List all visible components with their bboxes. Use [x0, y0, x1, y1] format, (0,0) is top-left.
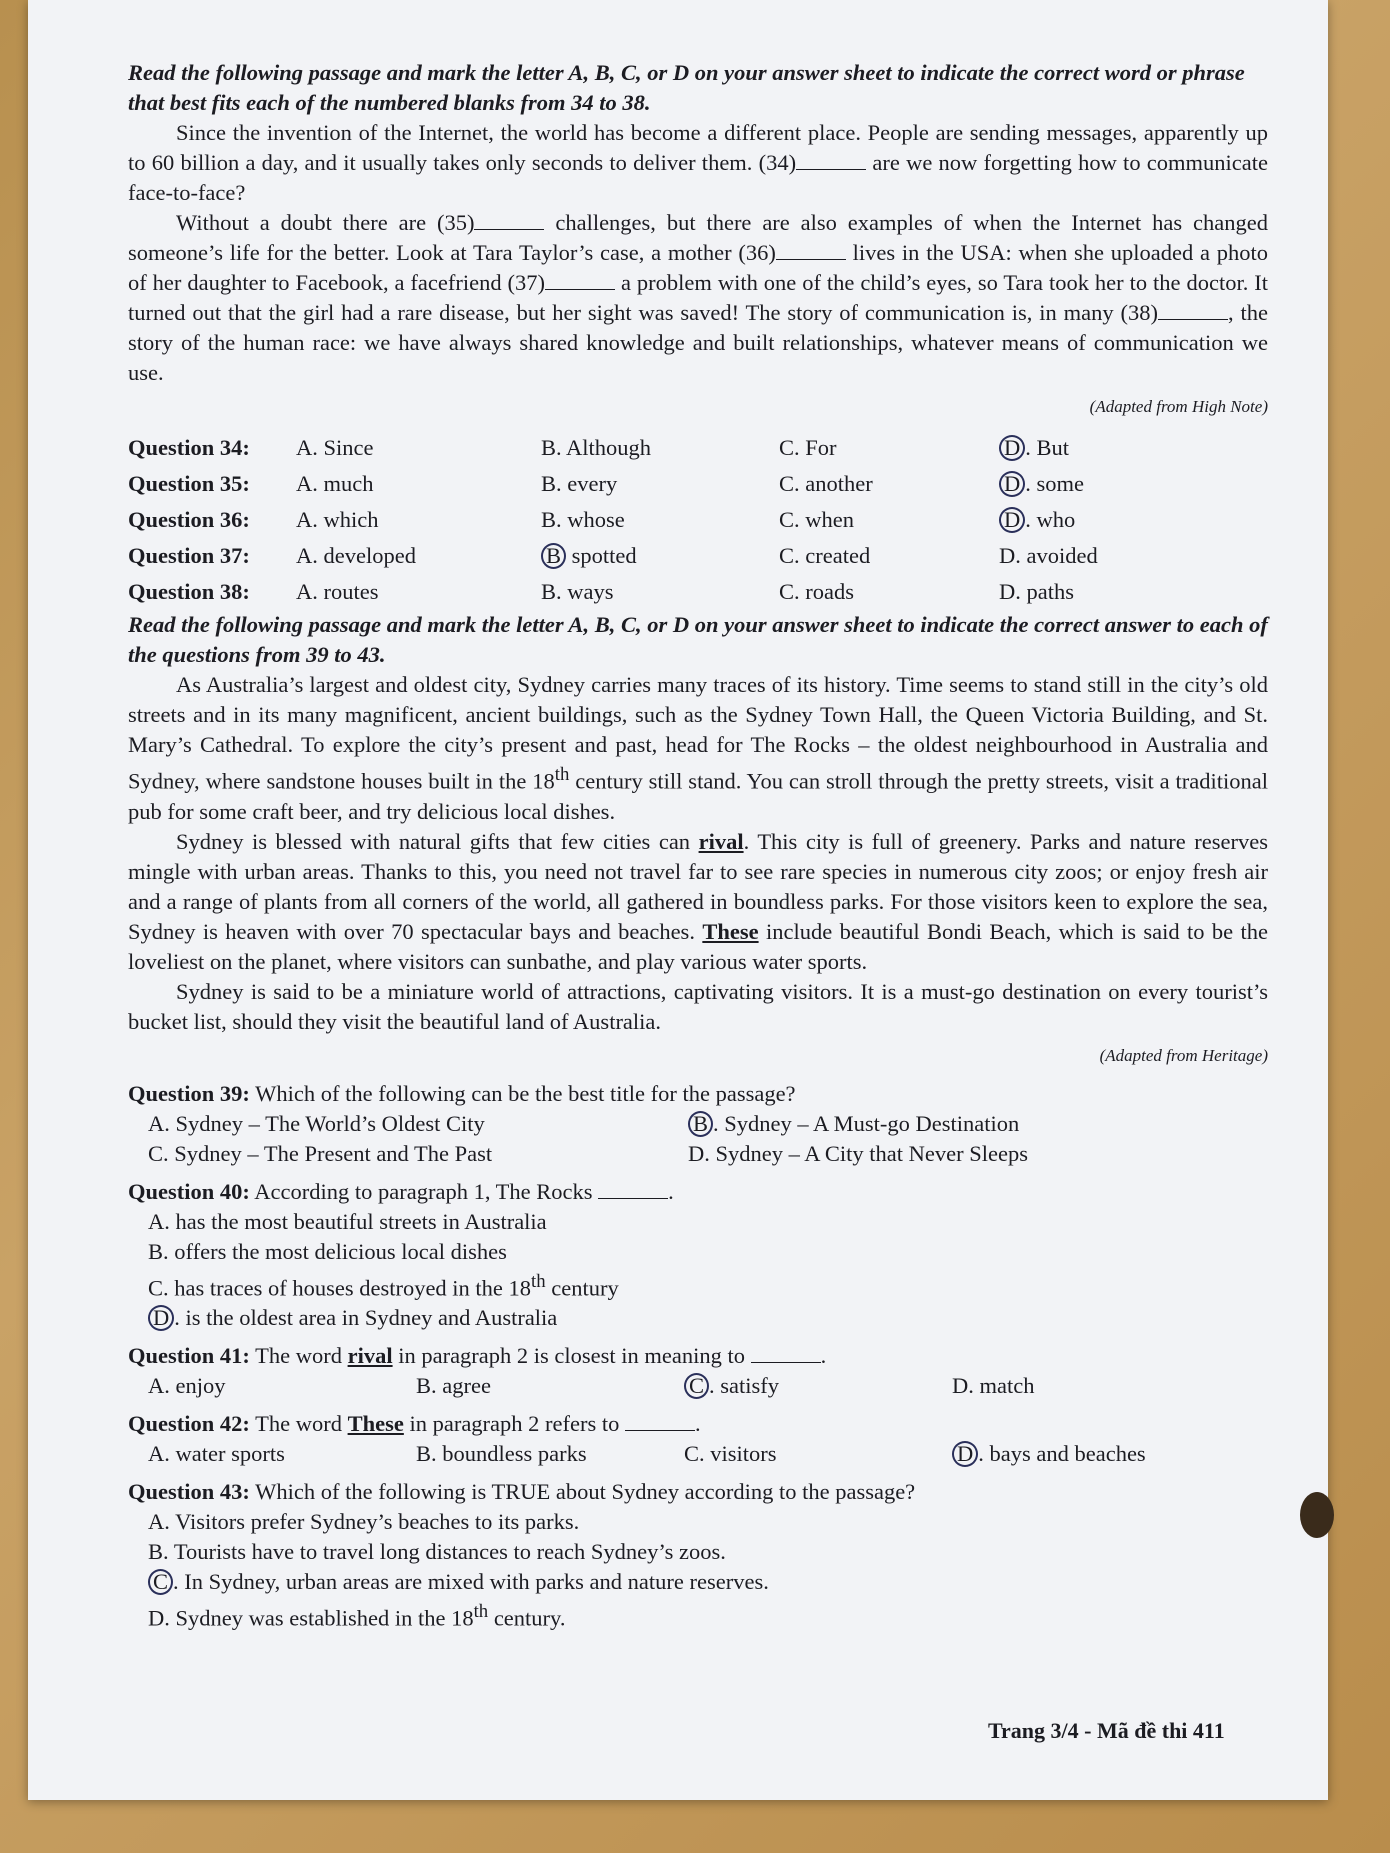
question-36: Question 36: A. which B. whose C. when D . who	[128, 502, 1268, 538]
paper-hole	[1300, 1492, 1334, 1538]
question-42: Question 42: The word These in paragraph 2 refers to . A. water sports B. boundless parks C. visitors D . bays and beaches	[128, 1409, 1268, 1469]
answer-mark: D . who	[999, 505, 1075, 535]
answer-mark: C . satisfy	[684, 1371, 952, 1401]
source-high-note: (Adapted from High Note)	[1089, 397, 1268, 416]
passage1-paragraph1: Since the invention of the Internet, the world has become a different place. People are sending messages, apparently up to 60 billion a day, and it usually takes only seconds to deliver them. (34) are we now forgetting how to communicate face-to-face?	[128, 120, 1268, 205]
question-40: Question 40: According to paragraph 1, The Rocks . A. has the most beautiful streets in Australia B. offers the most delicious local dishes C. has traces of houses destroyed in the 18th century D . is the oldest area in Sydney and Australia	[128, 1177, 1268, 1334]
passage1-paragraph2: Without a doubt there are (35) challenges, but there are also examples of when the Internet has changed someone’s life for the better. Look at Tara Taylor’s case, a mother (36) lives in the USA: when she uploaded a photo of her daughter to Facebook, a facefriend (37) a problem with one of the child’s eyes, so Tara took her to the doctor. It turned out that the girl had a rare disease, but her sight was saved! The story of communication is, in many (38) , the story of the human race: we have always shared knowledge and built relationships, whatever means of communication we use.	[128, 210, 1269, 385]
answer-mark: D . bays and beaches	[952, 1439, 1220, 1469]
question-34: Question 34: A. Since B. Although C. For D . But	[128, 430, 1268, 466]
section2-instruction: Read the following passage and mark the letter A, B, C, or D on your answer sheet to indicate the correct answer to each of the questions from 39 to 43.	[128, 612, 1268, 667]
passage2-paragraph3: Sydney is said to be a miniature world of attractions, captivating visitors. It is a must-go destination on every tourist’s bucket list, should they visit the beautiful land of Australia.	[128, 978, 1268, 1034]
source-heritage: (Adapted from Heritage)	[1099, 1045, 1268, 1065]
answer-mark: C . In Sydney, urban areas are mixed with parks and nature reserves.	[128, 1567, 1268, 1597]
passage2-paragraph2: Sydney is blessed with natural gifts that few cities can rival. This city is full of greenery. Parks and nature reserves mingle with urban areas. Thanks to this, you need not travel far to see rare species in numerous city zoos; or enjoy fresh air and a range of plants from all corners of the world, all gathered in boundless parks. For those visitors keen to explore the sea, Sydney is heaven with over 70 spectacular bays and beaches. These include beautiful Bondi Beach, which is said to be the loveliest on the planet, where visitors can sunbathe, and play various water sports.	[128, 828, 1268, 974]
exam-content	[128, 58, 1268, 1634]
question-39: Question 39: Which of the following can be the best title for the passage? A. Sydney – The World’s Oldest City B . Sydney – A Must-go Destination C. Sydney – The Present and The Past D. Sydney – A City that Never Sleeps	[128, 1079, 1268, 1169]
question-43: Question 43: Which of the following is TRUE about Sydney according to the passage? A. Visitors prefer Sydney’s beaches to its parks. B. Tourists have to travel long distances to reach Sydney’s zoos. C . In Sydney, urban areas are mixed with parks and nature reserves. D. Sydney was established in the 18th century.	[128, 1477, 1268, 1634]
page-footer: Trang 3/4 - Mã đề thi 411	[988, 1718, 1225, 1743]
question-38: Question 38: A. routes B. ways C. roads D. paths	[128, 579, 1074, 604]
exam-page	[28, 0, 1328, 1800]
section1-instruction: Read the following passage and mark the letter A, B, C, or D on your answer sheet to indicate the correct word or phrase that best fits each of the numbered blanks from 34 to 38.	[128, 60, 1245, 115]
answer-mark: B spotted	[541, 541, 779, 571]
question-35: Question 35: A. much B. every C. another D . some	[128, 466, 1268, 502]
question-37: Question 37: A. developed B spotted C. created D. avoided	[128, 538, 1268, 574]
answer-mark: D . But	[999, 433, 1069, 463]
question-41: Question 41: The word rival in paragraph 2 is closest in meaning to . A. enjoy B. agree C . satisfy D. match	[128, 1341, 1268, 1401]
answer-mark: D . some	[999, 469, 1084, 499]
passage2-paragraph1: As Australia’s largest and oldest city, Sydney carries many traces of its history. Time seems to stand still in the city’s old streets and in its many magnificent, ancient buildings, such as the Sydney Town Hall, the Queen Victoria Building, and St. Mary’s Cathedral. To explore the city’s present and past, head for The Rocks – the oldest neighbourhood in Australia and Sydney, where sandstone houses built in the 18th century still stand. You can stroll through the pretty streets, visit a traditional pub for some craft beer, and try delicious local dishes.	[128, 672, 1268, 824]
answer-mark: D . is the oldest area in Sydney and Australia	[128, 1303, 1268, 1333]
answer-mark: B . Sydney – A Must-go Destination	[688, 1109, 1228, 1139]
